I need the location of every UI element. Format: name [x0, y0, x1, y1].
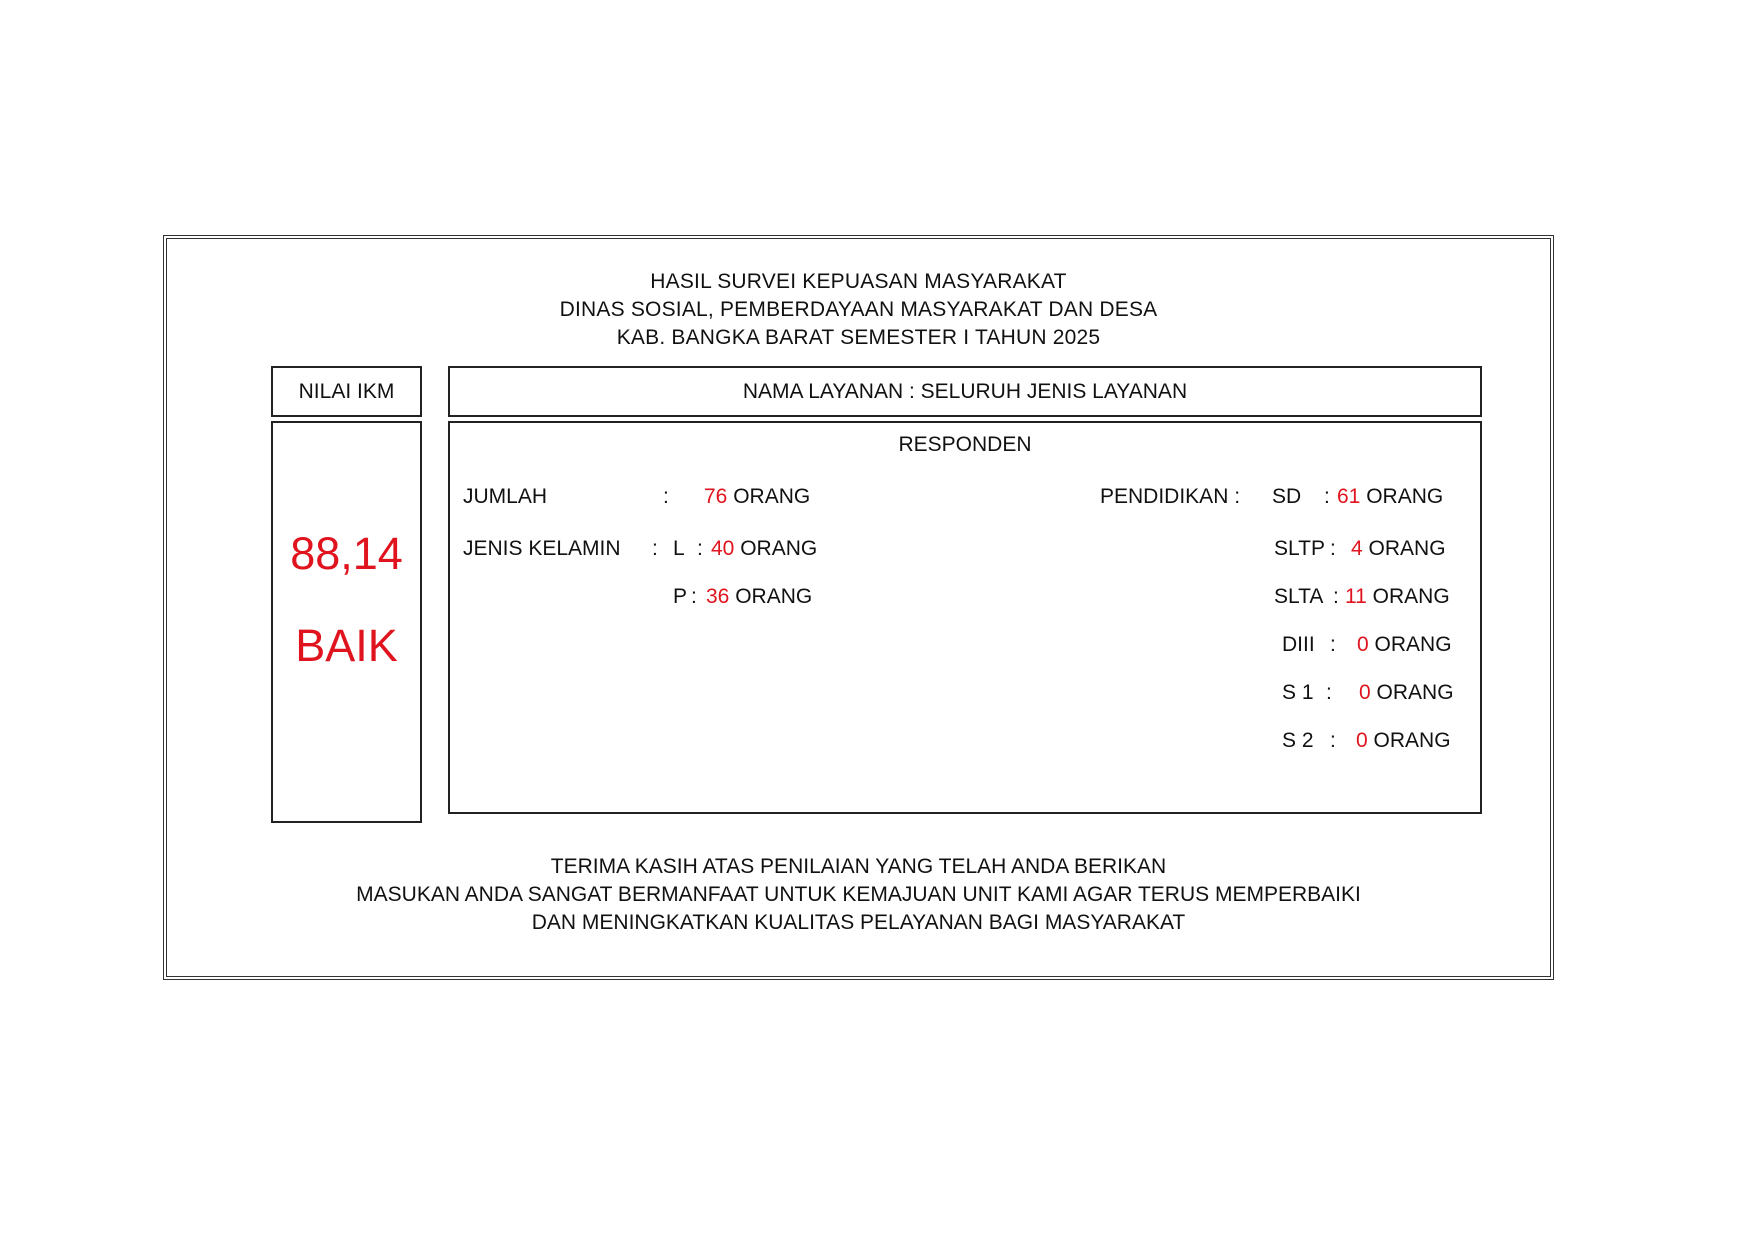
edu-sd-unit: ORANG	[1366, 485, 1444, 508]
edu-slta-value	[1345, 585, 1450, 609]
respondent-title: RESPONDEN	[898, 433, 1032, 456]
edu-s1-unit: ORANG	[1376, 681, 1454, 704]
gender-male-code: L	[673, 537, 685, 560]
edu-sd-code: SD	[1272, 485, 1302, 508]
edu-diii-code: DIII	[1282, 633, 1315, 656]
edu-s2-count: 0	[1356, 729, 1368, 752]
gender-female-code: P	[673, 585, 688, 608]
edu-sd-separator: :	[1324, 485, 1330, 508]
gender-male-count: 40	[711, 537, 735, 560]
gender-male-separator: :	[697, 537, 703, 560]
gender-male-value	[711, 537, 817, 561]
gender-female-separator: :	[691, 585, 697, 608]
edu-sltp-value	[1351, 537, 1446, 561]
edu-diii-count: 0	[1357, 633, 1369, 656]
edu-s2-value	[1356, 729, 1451, 753]
gender-separator: :	[652, 537, 658, 560]
edu-diii-separator: :	[1330, 633, 1336, 656]
edu-s2-separator: :	[1330, 729, 1336, 752]
edu-diii-unit: ORANG	[1374, 633, 1452, 656]
education-label: PENDIDIKAN :	[1100, 485, 1241, 508]
gender-female-unit: ORANG	[735, 585, 813, 608]
edu-s1-value	[1359, 681, 1454, 705]
edu-sd-value	[1337, 485, 1443, 509]
edu-sltp-separator: :	[1330, 537, 1336, 560]
total-unit: ORANG	[733, 485, 811, 508]
service-name: NAMA LAYANAN : SELURUH JENIS LAYANAN	[742, 380, 1188, 403]
gender-label: JENIS KELAMIN	[463, 537, 621, 560]
total-count: 76	[704, 485, 728, 508]
total-label: JUMLAH	[463, 485, 548, 508]
edu-slta-unit: ORANG	[1372, 585, 1450, 608]
title-line-1: HASIL SURVEI KEPUASAN MASYARAKAT	[650, 270, 1067, 293]
ikm-score: 88,14	[290, 528, 403, 579]
edu-s1-separator: :	[1326, 681, 1332, 704]
ikm-value-box	[271, 421, 422, 823]
title-line-2: DINAS SOSIAL, PEMBERDAYAAN MASYARAKAT DAN DESA	[559, 298, 1158, 321]
respondent-box	[448, 421, 1482, 814]
edu-sltp-unit: ORANG	[1368, 537, 1446, 560]
edu-sltp-code: SLTP	[1274, 537, 1325, 560]
total-value	[704, 485, 810, 509]
title-line-3: KAB. BANGKA BARAT SEMESTER I TAHUN 2025	[616, 326, 1101, 349]
edu-s2-unit: ORANG	[1373, 729, 1451, 752]
gender-female-value	[706, 585, 812, 609]
gender-female-count: 36	[706, 585, 730, 608]
edu-diii-value	[1357, 633, 1452, 657]
footer-line-3: DAN MENINGKATKAN KUALITAS PELAYANAN BAGI MASYARAKAT	[531, 911, 1186, 934]
edu-slta-code: SLTA	[1274, 585, 1324, 608]
edu-slta-separator: :	[1333, 585, 1339, 608]
total-separator: :	[663, 485, 669, 508]
ikm-label-box	[271, 366, 422, 417]
edu-sltp-count: 4	[1351, 537, 1363, 560]
ikm-category: BAIK	[295, 620, 398, 671]
edu-sd-count: 61	[1337, 485, 1361, 508]
ikm-label: NILAI IKM	[298, 380, 395, 403]
edu-s1-count: 0	[1359, 681, 1371, 704]
gender-male-unit: ORANG	[740, 537, 818, 560]
edu-s1-code: S 1	[1282, 681, 1314, 704]
edu-s2-code: S 2	[1282, 729, 1314, 752]
footer-line-2: MASUKAN ANDA SANGAT BERMANFAAT UNTUK KEMAJUAN UNIT KAMI AGAR TERUS MEMPERBAIKI	[356, 883, 1361, 906]
edu-slta-count: 11	[1345, 585, 1367, 608]
service-name-box	[448, 366, 1482, 417]
footer-line-1: TERIMA KASIH ATAS PENILAIAN YANG TELAH ANDA BERIKAN	[550, 855, 1167, 878]
